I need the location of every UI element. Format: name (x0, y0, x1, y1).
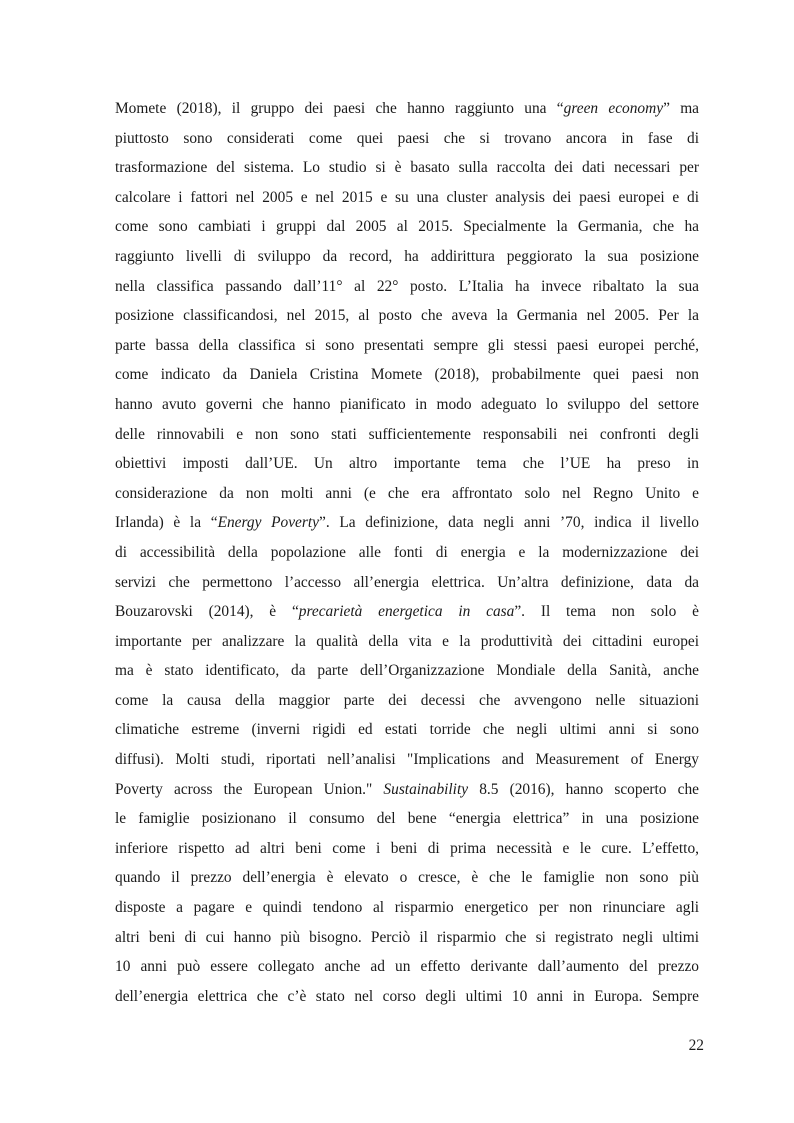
text-line: dell’energia elettrica che c’è stato nel corso degli ultimi 10 anni in Europa. Sempre (115, 987, 699, 1005)
text-line: come sono cambiati i gruppi dal 2005 al 2015. Specialmente la Germania, che ha (115, 218, 699, 236)
text-line: diffusi). Molti studi, riportati nell’analisi "Implications and Measurement of Energy (115, 751, 699, 769)
text-line: come indicato da Daniela Cristina Momete (2018), probabilmente quei paesi non (115, 366, 699, 384)
text-line: Momete (2018), il gruppo dei paesi che hanno raggiunto una “green economy” ma (115, 100, 699, 117)
text-line: nella classifica passando dall’11° al 22° posto. L’Italia ha invece ribaltato la sua (115, 277, 699, 295)
italic-term: Energy Poverty (217, 514, 319, 532)
text-line: Irlanda) è la “Energy Poverty”. La definizione, data negli anni ’70, indica il livello (115, 514, 699, 532)
text-line: calcolare i fattori nel 2005 e nel 2015 e su una cluster analysis dei paesi europei e di (115, 188, 699, 206)
text-line: le famiglie posizionano il consumo del bene “energia elettrica” in una posizione (115, 810, 699, 828)
text-line: Bouzarovski (2014), è “precarietà energetica in casa”. Il tema non solo è (115, 603, 699, 621)
text-line: inferiore rispetto ad altri beni come i beni di prima necessità e le cure. L’effetto, (115, 839, 699, 857)
text-line: trasformazione del sistema. Lo studio si è basato sulla raccolta dei dati necessari per (115, 159, 699, 177)
italic-term: Sustainability (383, 780, 469, 798)
italic-term: green economy (563, 100, 664, 117)
text-line: ma è stato identificato, da parte dell’Organizzazione Mondiale della Sanità, anche (115, 662, 699, 680)
text-line: raggiunto livelli di sviluppo da record, ha addirittura peggiorato la sua posizione (115, 247, 699, 265)
text-line: posizione classificandosi, nel 2015, al posto che aveva la Germania nel 2005. Per la (115, 307, 699, 325)
text-line: come la causa della maggior parte dei decessi che avvengono nelle situazioni (115, 691, 699, 709)
text-line: piuttosto sono considerati come quei paesi che si trovano ancora in fase di (115, 129, 699, 147)
page-number: 22 (688, 1037, 704, 1054)
text-line: parte bassa della classifica si sono presentati sempre gli stessi paesi europei perché, (115, 336, 699, 354)
text-line: altri beni di cui hanno più bisogno. Perciò il risparmio che si registrato negli ultimi (115, 928, 699, 946)
text-line: di accessibilità della popolazione alle fonti di energia e la modernizzazione dei (115, 543, 699, 561)
text-line: Poverty across the European Union." Sustainability 8.5 (2016), hanno scoperto che (115, 780, 699, 798)
text-line: climatiche estreme (inverni rigidi ed estati torride che negli ultimi anni si sono (115, 721, 699, 739)
body-text (115, 94, 699, 1011)
text-line: 10 anni può essere collegato anche ad un effetto derivante dall’aumento del prezzo (115, 958, 699, 976)
text-line: importante per analizzare la qualità della vita e la produttività dei cittadini europei (115, 632, 699, 650)
text-line: delle rinnovabili e non sono stati sufficientemente responsabili nei confronti degli (115, 425, 699, 443)
text-line: quando il prezzo dell’energia è elevato o cresce, è che le famiglie non sono più (115, 869, 699, 887)
text-line: servizi che permettono l’accesso all’energia elettrica. Un’altra definizione, data da (115, 573, 699, 591)
text-line: disposte a pagare e quindi tendono al risparmio energetico per non rinunciare agli (115, 899, 699, 917)
text-line: hanno avuto governi che hanno pianificato in modo adeguato lo sviluppo del settore (115, 395, 699, 413)
italic-term: precarietà energetica in casa (298, 603, 515, 621)
text-line: obiettivi imposti dall’UE. Un altro importante tema che l’UE ha preso in (115, 455, 699, 473)
text-line: considerazione da non molti anni (e che era affrontato solo nel Regno Unito e (115, 484, 699, 502)
